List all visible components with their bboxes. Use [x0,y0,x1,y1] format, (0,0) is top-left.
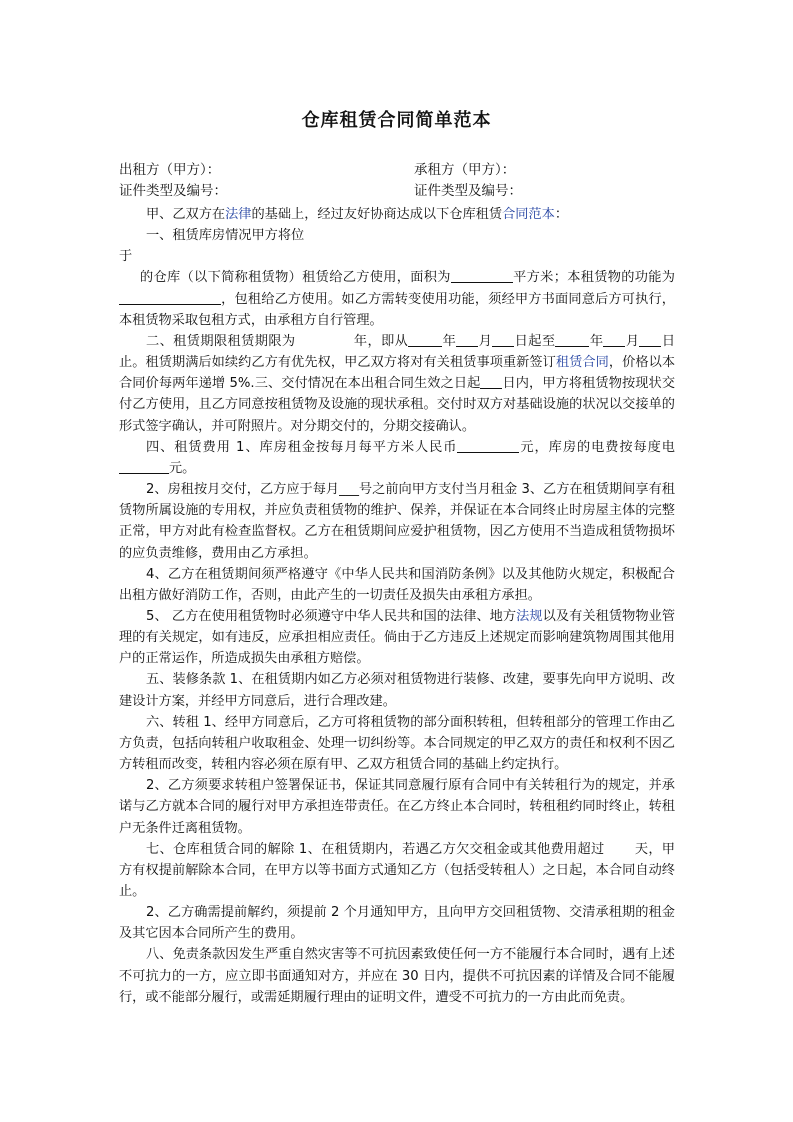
document-title: 仓库租赁合同简单范本 [301,110,492,131]
blank-electricity [119,459,169,474]
link-regulations[interactable]: 法规 [516,608,543,624]
section-1-yu: 于 [119,249,133,265]
section-5-paragraph: 五、装修条款 1、在租赁期内如乙方必须对租赁物进行装修、改建，要事先向甲方说明、改建设计方案，并经甲方同意后，进行合理改建。 [119,672,675,709]
section-4-paragraph: 四、租赁费用 1、库房租金按每月每平方米人民币 元，库房的电费按每度电元。 [119,437,675,479]
lessee-label: 承租方（甲方）： [414,162,516,178]
blank-days [480,374,502,389]
blank-area [451,268,513,283]
link-contract-template[interactable]: 合同范本 [502,207,555,222]
intro-paragraph: 甲、乙双方在法律的基础上，经过友好协商达成以下仓库租赁合同范本： [146,207,568,222]
section-6-clause-2: 2、乙方须要求转租户签署保证书，保证其同意履行原有合同中有关转租行为的规定，并承诺与乙方就本合同的履行对甲方承担连带责任。在乙方终止本合同时，转租租约同时终止，转租户无条件迁离租赁物。 [119,778,675,836]
contract-body [119,204,675,1008]
clause-rent-payment: 2、房租按月交付，乙方应于每月___号之前向甲方支付当月租金 3、乙方在租赁期间享有租赁物所属设施的专用权，并应负责租赁物的维护、保养，并保证在本合同终止时房屋主体的完整正常，甲方对此有检查监督权。乙方在租赁期间应爱护租赁物，因乙方使用不当造成租赁物损坏的应负责维修，费用由乙方承担。 [119,482,675,561]
clause-laws: 5、 乙方在使用租赁物时必须遵守中华人民共和国的法律、地方法规以及有关租赁物物业管理的有关规定，如有违反，应承担相应责任。倘由于乙方违反上述规定而影响建筑物周围其他用户的正常运作，所造成损失由承租方赔偿。 [119,608,676,667]
blank-start-day [492,332,514,347]
section-1-title: 一、租赁库房情况甲方将位 [146,228,305,244]
blank-rent [457,438,519,453]
blank-start-month [456,332,478,347]
lessor-label: 出租方（甲方）： [119,162,221,178]
blank-start-year [408,332,442,347]
blank-end-month [603,332,625,347]
link-law[interactable]: 法律 [225,207,252,222]
section-6-paragraph: 六、转租 1、经甲方同意后，乙方可将租赁物的部分面积转租，但转租部分的管理工作由乙方负责，包括向转租户收取租金、处理一切纠纷等。本合同规定的甲乙双方的责任和权利不因乙方转租而改变，转租内容必须在原有甲、乙双方租赁合同的基础上约定执行。 [119,714,675,773]
lessor-id-label: 证件类型及编号： [119,183,227,199]
section-1-paragraph: 的仓库（以下简称租赁物）租赁给乙方使用，面积为 平方米；本租赁物的功能为，包租给乙方使用。如乙方需转变使用功能，须经甲方书面同意后方可执行，本租赁物采取包租方式，由承租方自行管理。 [119,270,675,328]
link-lease-contract[interactable]: 租赁合同 [555,355,609,371]
blank-end-day [639,332,661,347]
clause-fire-safety: 4、乙方在租赁期间须严格遵守《中华人民共和国消防条例》以及其他防火规定，积极配合出租方做好消防工作，否则，由此产生的一切责任及损失由承租方承担。 [119,566,675,603]
section-7-paragraph: 七、仓库租赁合同的解除 1、在租赁期内，若遇乙方欠交租金或其他费用超过 天，甲方有权提前解除本合同，在甲方以等书面方式通知乙方（包括受转租人）之日起，本合同自动终止。 [119,841,675,899]
section-8-paragraph: 八、免责条款因发生严重自然灾害等不可抗因素致使任何一方不能履行本合同时，遇有上述不可抗力的一方，应立即书面通知对方，并应在 30 日内，提供不可抗因素的详情及合同不能履行，或不能部分履行，或需延期履行理由的证明文件，遭受不可抗力的一方由此而免责。 [119,947,675,1005]
blank-function [119,290,221,305]
section-7-clause-2: 2、乙方确需提前解约，须提前 2 个月通知甲方，且向甲方交回租赁物、交清承租期的租金及其它因本合同所产生的费用。 [119,905,675,942]
lessee-id-label: 证件类型及编号： [414,183,522,199]
blank-end-year [555,332,589,347]
section-2-paragraph: 二、租赁期限租赁期限为 年，即从 年 月 日起至 年 月 日止。租赁期满后如续约乙方有优先权，甲乙双方将对有关租赁事项重新签订租赁合同，价格以本合同价每两年递增 5%.三、交付情况在本出租合同生效之日起 日内，甲方将租赁物按现状交付乙方使用，且乙方同意按租赁物及设施的现状承租。交付时双方对基础设施的状况以交接单的形式签字确认，并可附照片。对分期交付的，分期交接确认。 [119,333,676,434]
